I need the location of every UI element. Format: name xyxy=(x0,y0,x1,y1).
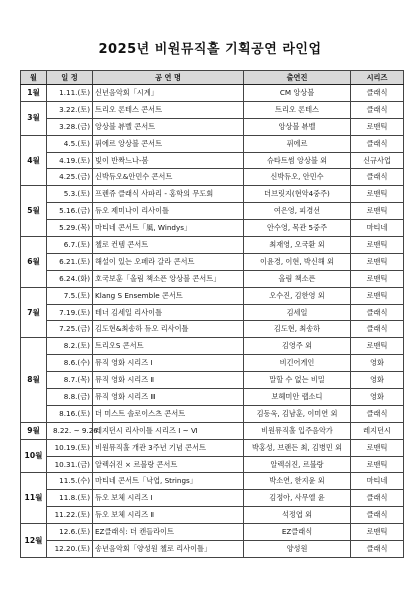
performer-cell: EZ클래식 xyxy=(244,524,351,541)
performer-cell: 김세일 xyxy=(244,304,351,321)
series-cell: 로맨틱 xyxy=(351,203,404,220)
series-cell: 클래식 xyxy=(351,507,404,524)
performer-cell: 박소연, 한지윤 외 xyxy=(244,473,351,490)
date-cell: 1.11.(토) xyxy=(47,85,93,102)
title-cell: 더 미스트 솔로이스츠 콘서트 xyxy=(93,405,244,422)
table-row xyxy=(21,118,404,135)
performer-cell: 보헤미안 랩소디 xyxy=(244,389,351,406)
date-cell: 12.20.(토) xyxy=(47,541,93,558)
title-cell: 첼로 컨템 콘서트 xyxy=(93,237,244,254)
title-cell: 송년음악회「양성원 첼로 리사이틀」 xyxy=(93,541,244,558)
date-cell: 4.5.(토) xyxy=(47,135,93,152)
performer-cell: 김정아, 사무엘 윤 xyxy=(244,490,351,507)
date-cell: 7.5.(토) xyxy=(47,287,93,304)
table-row xyxy=(21,287,404,304)
performer-cell: 올림 책소픈 xyxy=(244,270,351,287)
table-row xyxy=(21,304,404,321)
title-cell: 듀오 보체 시리즈 Ⅱ xyxy=(93,507,244,524)
title-cell: 트리오S 콘서트 xyxy=(93,338,244,355)
performer-cell: 앙상블 뷰벨 xyxy=(244,118,351,135)
performer-cell: 비원뮤직홀 입주음악가 xyxy=(244,422,351,439)
performer-cell: 안수영, 목관 5중주 xyxy=(244,220,351,237)
header-date: 일 정 xyxy=(47,71,93,85)
table-row xyxy=(21,186,404,203)
date-cell: 10.31.(금) xyxy=(47,456,93,473)
series-cell: 마티네 xyxy=(351,220,404,237)
date-cell: 11.8.(토) xyxy=(47,490,93,507)
date-cell: 8.16.(토) xyxy=(47,405,93,422)
table-row xyxy=(21,439,404,456)
title-cell: 해설이 있는 오페라 갈라 콘서트 xyxy=(93,253,244,270)
series-cell: 로맨틱 xyxy=(351,118,404,135)
date-cell: 10.19.(토) xyxy=(47,439,93,456)
title-cell: 듀오 제미나이 리사이틀 xyxy=(93,203,244,220)
performer-cell: 박홍성, 브랜든 최, 김병민 외 xyxy=(244,439,351,456)
title-cell: 듀오 보체 시리즈 Ⅰ xyxy=(93,490,244,507)
performer-cell: 알렉쉬진, 르블랑 xyxy=(244,456,351,473)
series-cell: 클래식 xyxy=(351,169,404,186)
date-cell: 6.7.(토) xyxy=(47,237,93,254)
title-cell: 앙상블 뷰벨 콘서트 xyxy=(93,118,244,135)
table-row xyxy=(21,85,404,102)
month-cell: 9월 xyxy=(21,422,47,439)
date-cell: 7.25.(금) xyxy=(47,321,93,338)
table-row xyxy=(21,338,404,355)
performer-cell: 김동욱, 김남훈, 이미연 외 xyxy=(244,405,351,422)
month-cell: 12월 xyxy=(21,524,47,558)
month-cell: 1월 xyxy=(21,85,47,102)
title-cell: 뮤직 영화 시리즈 Ⅰ xyxy=(93,355,244,372)
performer-cell: 더브릿지(현악4중주) xyxy=(244,186,351,203)
series-cell: 로맨틱 xyxy=(351,456,404,473)
date-cell: 8.22. ~ 9.26. xyxy=(47,422,93,439)
title-cell: 프렌쥬 클래식 사파리 - 홍학의 무도회 xyxy=(93,186,244,203)
performer-cell: 석정엽 외 xyxy=(244,507,351,524)
series-cell: 로맨틱 xyxy=(351,253,404,270)
title-cell: 트리오 론테스 콘서트 xyxy=(93,101,244,118)
series-cell: 클래식 xyxy=(351,321,404,338)
performer-cell: 슈타트썸 앙상블 외 xyxy=(244,152,351,169)
series-cell: 클래식 xyxy=(351,304,404,321)
table-row xyxy=(21,101,404,118)
table-row xyxy=(21,389,404,406)
performer-cell: 김영주 외 xyxy=(244,338,351,355)
series-cell: 클래식 xyxy=(351,135,404,152)
performer-cell: 양성원 xyxy=(244,541,351,558)
table-header-row xyxy=(21,71,404,85)
performer-cell: 오수진, 김한영 외 xyxy=(244,287,351,304)
series-cell: 클래식 xyxy=(351,541,404,558)
date-cell: 8.6.(수) xyxy=(47,355,93,372)
date-cell: 8.8.(금) xyxy=(47,389,93,406)
table-row xyxy=(21,541,404,558)
series-cell: 마티네 xyxy=(351,473,404,490)
series-cell: 로맨틱 xyxy=(351,270,404,287)
table-row xyxy=(21,270,404,287)
table-row xyxy=(21,473,404,490)
performer-cell: 여은영, 피경선 xyxy=(244,203,351,220)
date-cell: 5.16.(금) xyxy=(47,203,93,220)
table-row xyxy=(21,372,404,389)
month-cell: 6월 xyxy=(21,237,47,288)
series-cell: 클래식 xyxy=(351,101,404,118)
month-cell: 8월 xyxy=(21,338,47,422)
table-row xyxy=(21,169,404,186)
series-cell: 로맨틱 xyxy=(351,439,404,456)
header-title: 공 연 명 xyxy=(93,71,244,85)
month-cell: 4월 xyxy=(21,135,47,186)
series-cell: 신규사업 xyxy=(351,152,404,169)
title-cell: 테너 김세일 리사이틀 xyxy=(93,304,244,321)
date-cell: 4.25.(금) xyxy=(47,169,93,186)
table-row xyxy=(21,203,404,220)
title-cell: 신년음악회「시계」 xyxy=(93,85,244,102)
date-cell: 11.5.(수) xyxy=(47,473,93,490)
table-row xyxy=(21,456,404,473)
title-cell: 마티네 콘서트「風, Windys」 xyxy=(93,220,244,237)
month-cell: 5월 xyxy=(21,186,47,237)
series-cell: 영화 xyxy=(351,372,404,389)
series-cell: 레지던시 xyxy=(351,422,404,439)
month-cell: 7월 xyxy=(21,287,47,338)
table-row xyxy=(21,422,404,439)
table-row xyxy=(21,321,404,338)
title-cell: 퓌에르 앙상블 콘서트 xyxy=(93,135,244,152)
date-cell: 8.2.(토) xyxy=(47,338,93,355)
title-cell: 뮤직 영화 시리즈 Ⅲ xyxy=(93,389,244,406)
date-cell: 3.22.(토) xyxy=(47,101,93,118)
series-cell: 영화 xyxy=(351,389,404,406)
title-cell: 신박듀오&안민수 콘서트 xyxy=(93,169,244,186)
header-month: 월 xyxy=(21,71,47,85)
date-cell: 11.22.(토) xyxy=(47,507,93,524)
performer-cell: 신박듀오, 안민수 xyxy=(244,169,351,186)
date-cell: 5.29.(목) xyxy=(47,220,93,237)
table-row xyxy=(21,490,404,507)
table-row xyxy=(21,524,404,541)
series-cell: 영화 xyxy=(351,355,404,372)
performer-cell: 퓌에르 xyxy=(244,135,351,152)
performer-cell: 말할 수 없는 비밀 xyxy=(244,372,351,389)
title-cell: 레지던시 리사이틀 시리즈 Ⅰ ~ Ⅵ xyxy=(93,422,244,439)
performer-cell: 김도현, 최송하 xyxy=(244,321,351,338)
performer-cell: 트리오 론테스 xyxy=(244,101,351,118)
series-cell: 로맨틱 xyxy=(351,186,404,203)
date-cell: 5.3.(토) xyxy=(47,186,93,203)
performer-cell: 이윤경, 이현, 박신해 외 xyxy=(244,253,351,270)
date-cell: 3.28.(금) xyxy=(47,118,93,135)
title-cell: 비원뮤직홀 개관 3주년 기념 콘서트 xyxy=(93,439,244,456)
performer-cell: 비긴어게인 xyxy=(244,355,351,372)
header-series: 시리즈 xyxy=(351,71,404,85)
title-cell: 호국보훈「올림 책소픈 앙상블 콘서트」 xyxy=(93,270,244,287)
schedule-table xyxy=(20,70,404,558)
table-row xyxy=(21,152,404,169)
page-title: 2025년 비원뮤직홀 기획공연 라인업 xyxy=(98,42,322,57)
table-row xyxy=(21,135,404,152)
title-cell: Klang S Ensemble 콘서트 xyxy=(93,287,244,304)
table-row xyxy=(21,253,404,270)
title-cell: 김도현&최송하 듀오 리사이틀 xyxy=(93,321,244,338)
date-cell: 6.24.(화) xyxy=(47,270,93,287)
month-cell: 11월 xyxy=(21,473,47,524)
date-cell: 8.7.(목) xyxy=(47,372,93,389)
table-row xyxy=(21,355,404,372)
date-cell: 4.19.(토) xyxy=(47,152,93,169)
date-cell: 6.21.(토) xyxy=(47,253,93,270)
series-cell: 로맨틱 xyxy=(351,287,404,304)
month-cell: 10월 xyxy=(21,439,47,473)
schedule-body xyxy=(21,85,404,558)
series-cell: 로맨틱 xyxy=(351,524,404,541)
performer-cell: 최재영, 오국환 외 xyxy=(244,237,351,254)
date-cell: 7.19.(토) xyxy=(47,304,93,321)
table-row xyxy=(21,507,404,524)
title-cell: 뮤직 영화 시리즈 Ⅱ xyxy=(93,372,244,389)
performer-cell: CM 앙상블 xyxy=(244,85,351,102)
series-cell: 클래식 xyxy=(351,490,404,507)
month-cell: 3월 xyxy=(21,101,47,135)
date-cell: 12.6.(토) xyxy=(47,524,93,541)
table-row xyxy=(21,220,404,237)
table-row xyxy=(21,405,404,422)
series-cell: 로맨틱 xyxy=(351,237,404,254)
table-row xyxy=(21,237,404,254)
title-cell: 마티네 콘서트「낙엽, Strings」 xyxy=(93,473,244,490)
series-cell: 로맨틱 xyxy=(351,338,404,355)
series-cell: 클래식 xyxy=(351,85,404,102)
title-cell: EZ클래식: 더 캔들라이트 xyxy=(93,524,244,541)
title-cell: 알렉쉬진 × 르블랑 콘서트 xyxy=(93,456,244,473)
series-cell: 클래식 xyxy=(351,405,404,422)
title-cell: 빛이 반짝느나-봄 xyxy=(93,152,244,169)
header-performer: 출연진 xyxy=(244,71,351,85)
